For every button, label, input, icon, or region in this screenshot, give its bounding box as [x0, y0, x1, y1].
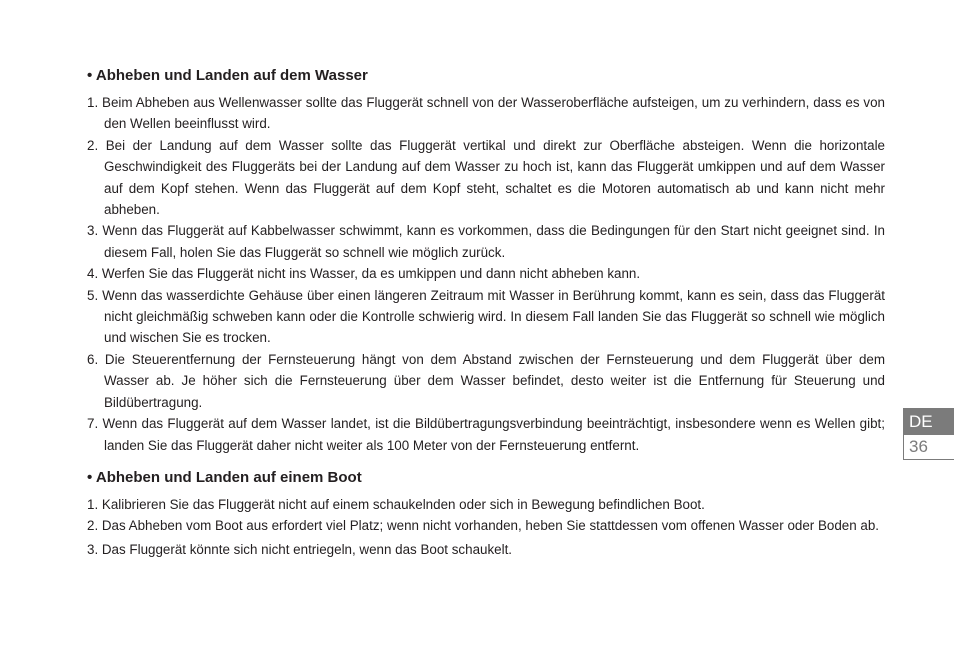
language-label: DE — [903, 408, 954, 435]
manual-page-content — [87, 66, 885, 560]
list-item: 5. Wenn das wasserdichte Gehäuse über einen längeren Zeitraum mit Wasser in Berührung kommt, kann es sein, dass das Fluggerät nicht gleichmäßig schweben kann oder die Kontrolle schwierig wird. In diesem Fall landen Sie das Fluggerät so schnell wie möglich und wischen Sie es trocken. — [87, 287, 885, 346]
list-item: 1. Kalibrieren Sie das Fluggerät nicht auf einem schaukelnden oder sich in Bewegung befindlichen Boot. — [87, 496, 705, 512]
section-title-water: • Abheben und Landen auf dem Wasser — [87, 67, 368, 84]
list-item: 7. Wenn das Fluggerät auf dem Wasser landet, ist die Bildübertragungsverbindung beeinträchtigt, insbesondere wenn es Wellen gibt; landen Sie das Fluggerät daher nicht weiter als 100 Meter von der Fernsteuerung entfernt. — [87, 416, 885, 453]
list-item: 2. Das Abheben vom Boot aus erfordert viel Platz; wenn nicht vorhanden, heben Sie stattdessen vom offenen Wasser oder Boden ab. — [87, 518, 880, 534]
water-instructions-list — [87, 92, 885, 456]
page-tab — [903, 408, 954, 460]
list-item: 1. Beim Abheben aus Wellenwasser sollte das Fluggerät schnell von der Wasseroberfläche aufsteigen, um zu verhindern, dass es von den Wellen beeinflusst wird. — [87, 95, 885, 132]
list-item: 3. Das Fluggerät könnte sich nicht entriegeln, wenn das Boot schaukelt. — [87, 541, 513, 557]
boat-instructions-list — [87, 494, 885, 560]
page-number: 36 — [903, 435, 954, 460]
section-title-boat: • Abheben und Landen auf einem Boot — [87, 468, 362, 486]
list-item: 3. Wenn das Fluggerät auf Kabbelwasser schwimmt, kann es vorkommen, dass die Bedingungen für den Start nicht geeignet sind. In diesem Fall, holen Sie das Fluggerät so schnell wie möglich zurück. — [87, 223, 885, 260]
list-item: 2. Bei der Landung auf dem Wasser sollte das Fluggerät vertikal und direkt zur Oberfläche absteigen. Wenn die horizontale Geschwindigkeit des Fluggeräts bei der Landung auf dem Wasser zu hoch ist, kann das Fluggerät umkippen und auf dem Wasser auf dem Kopf stehen. Wenn das Fluggerät auf dem Kopf steht, schaltet es die Motoren automatisch ab und kann nicht mehr abheben. — [87, 137, 885, 218]
list-item: 6. Die Steuerentfernung der Fernsteuerung hängt von dem Abstand zwischen der Fernsteuerung und dem Fluggerät über dem Wasser ab. Je höher sich die Fernsteuerung über dem Wasser befindet, desto weiter ist die Entfernung für Steuerung und Bildübertragung. — [87, 351, 885, 410]
list-item: 4. Werfen Sie das Fluggerät nicht ins Wasser, da es umkippen und dann nicht abheben kann. — [87, 266, 641, 282]
